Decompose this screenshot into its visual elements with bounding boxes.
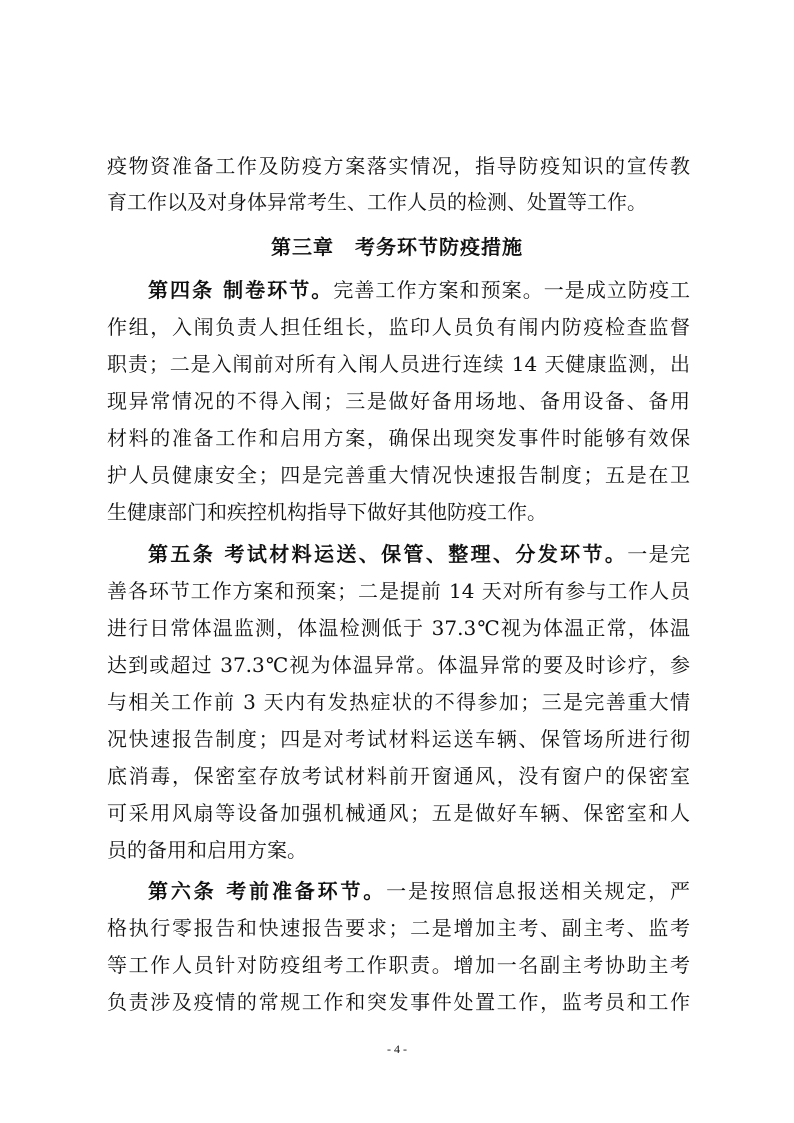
article-line: 善各环节工作方案和预案；二是提前 14 天对所有参与工作人员 bbox=[107, 579, 690, 603]
chapter-heading: 第三章 考务环节防疫措施 bbox=[271, 235, 523, 259]
page-number: - 4 - bbox=[387, 1042, 407, 1056]
article-line: 况快速报告制度；四是对考试材料运送车辆、保管场所进行彻 bbox=[107, 727, 690, 751]
article-line: 可采用风扇等设备加强机械通风；五是做好车辆、保密室和人 bbox=[107, 801, 690, 825]
article-first-line bbox=[148, 536, 690, 572]
article-line: 与相关工作前 3 天内有发热症状的不得参加；三是完善重大情 bbox=[107, 690, 690, 714]
article-line: 现异常情况的不得入闱；三是做好备用场地、备用设备、备用 bbox=[107, 389, 690, 413]
article-line: 职责；二是入闱前对所有入闱人员进行连续 14 天健康监测，出 bbox=[107, 352, 690, 376]
article-line: 底消毒，保密室存放考试材料前开窗通风，没有窗户的保密室 bbox=[107, 764, 690, 788]
article-line: 负责涉及疫情的常规工作和突发事件处置工作，监考员和工作 bbox=[107, 990, 690, 1014]
article-text: 完善工作方案和预案。一是成立防疫工 bbox=[333, 278, 691, 302]
article-title: 第四条 制卷环节。 bbox=[148, 278, 334, 302]
article-line: 达到或超过 37.3℃视为体温异常。体温异常的要及时诊疗，参 bbox=[107, 653, 690, 677]
article-title: 第五条 考试材料运送、保管、整理、分发环节。 bbox=[148, 542, 628, 566]
intro-line: 育工作以及对身体异常考生、工作人员的检测、处置等工作。 bbox=[107, 190, 647, 214]
article-line: 格执行零报告和快速报告要求；二是增加主考、副主考、监考 bbox=[107, 916, 690, 940]
article-text: 一是完 bbox=[627, 542, 691, 566]
article-line: 员的备用和启用方案。 bbox=[107, 838, 307, 862]
article-line: 材料的准备工作和启用方案，确保出现突发事件时能够有效保 bbox=[107, 426, 690, 450]
article-line: 护人员健康安全；四是完善重大情况快速报告制度；五是在卫 bbox=[107, 463, 690, 487]
article-line: 等工作人员针对防疫组考工作职责。增加一名副主考协助主考 bbox=[107, 953, 690, 977]
article-title: 第六条 考前准备环节。 bbox=[148, 879, 387, 903]
article-line: 进行日常体温监测，体温检测低于 37.3℃视为体温正常，体温 bbox=[107, 616, 690, 640]
intro-line: 疫物资准备工作及防疫方案落实情况，指导防疫知识的宣传教 bbox=[107, 154, 690, 178]
article-line: 生健康部门和疾控机构指导下做好其他防疫工作。 bbox=[107, 500, 547, 524]
article-first-line bbox=[148, 272, 690, 308]
article-first-line bbox=[148, 873, 690, 909]
article-line: 作组，入闱负责人担任组长，监印人员负有闱内防疫检查监督 bbox=[107, 315, 690, 339]
article-text: 一是按照信息报送相关规定，严 bbox=[386, 879, 691, 903]
